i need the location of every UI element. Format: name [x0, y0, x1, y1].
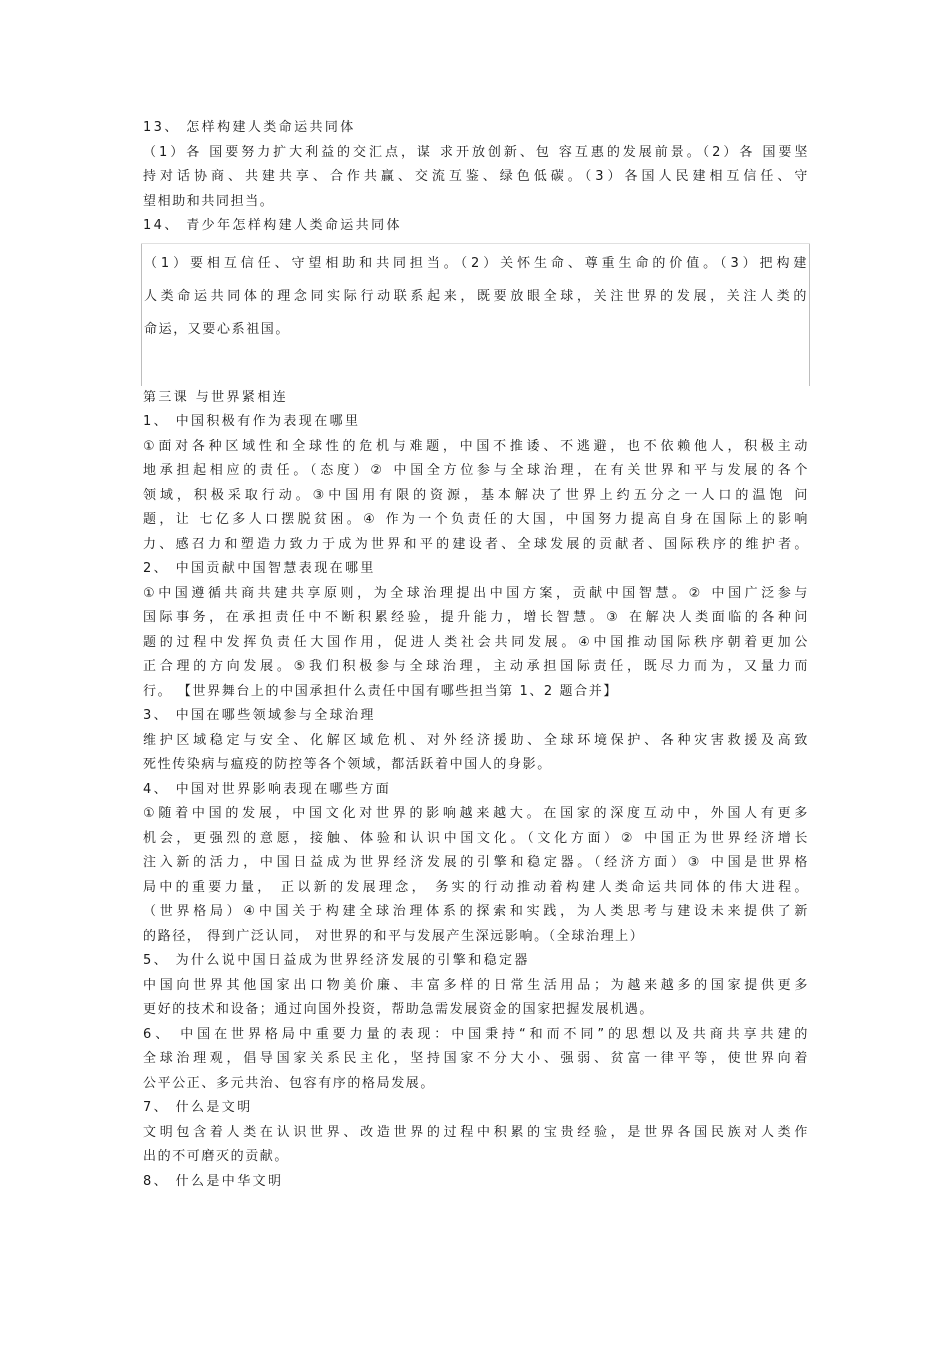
text-line: 局中的重要力量， 正以新的发展理念， 务实的行动推动着构建人类命运共同体的伟大进程。: [143, 879, 808, 895]
text-line: ①面对各种区域性和全球性的危机与难题，中国不推诿、不逃避，也不依赖他人，积极主动: [143, 438, 808, 454]
text-line: 题的过程中发挥负责任大国作用，促进人类社会共同发展。④中国推动国际秩序朝着更加公: [143, 634, 808, 650]
text-line: 的路径， 得到广泛认同， 对世界的和平与发展产生深远影响。（全球治理上）: [143, 928, 645, 944]
lesson-3-body: [143, 386, 808, 1195]
text-line: 力、感召力和塑造力致力于成为世界和平的建设者、全球发展的贡献者、国际秩序的维护者。: [143, 536, 808, 552]
text-line: ①随着中国的发展，中国文化对世界的影响越来越大。在国家的深度互动中，外国人有更多: [143, 806, 808, 821]
text-line: 出的不可磨灭的贡献。: [143, 1149, 290, 1164]
text-line: 注入新的活力，中国日益成为世界经济发展的引擎和稳定器。（经济方面）③ 中国是世界格: [143, 855, 808, 870]
section-heading: 第三课 与世界紧相连: [143, 389, 289, 405]
text-line: 6、 中国在世界格局中重要力量的表现：中国秉持“和而不同”的思想以及共商共享共建的: [143, 1026, 808, 1042]
text-line: 望相助和共同担当。: [143, 193, 275, 209]
section-heading: 8、 什么是中华文明: [143, 1173, 284, 1189]
text-line: 全球治理观，倡导国家关系民主化，坚持国家不分大小、强弱、贫富一律平等，使世界向着: [143, 1051, 808, 1066]
text-line: 文明包含着人类在认识世界、改造世界的过程中积累的宝贵经验，是世界各国民族对人类作: [143, 1124, 808, 1140]
section-13-14: [143, 116, 808, 239]
boxed-line: 命运，又要心系祖国。: [144, 321, 291, 337]
section-heading: 5、 为什么说中国日益成为世界经济发展的引擎和稳定器: [143, 953, 530, 968]
section-heading: 1、 中国积极有作为表现在哪里: [143, 414, 361, 429]
box-top-rule: [141, 243, 810, 244]
boxed-answer-14: [141, 243, 810, 386]
text-line: 更好的技术和设备；通过向国外投资，帮助急需发展资金的国家把握发展机遇。: [143, 1002, 655, 1017]
section-heading: 3、 中国在哪些领域参与全球治理: [143, 708, 376, 723]
text-line: （1）各 国要努力扩大利益的交汇点，谋 求开放创新、包 容互惠的发展前景。（2）各 国要坚: [143, 144, 808, 160]
text-line: （世界格局）④中国关于构建全球治理体系的探索和实践，为人类思考与建设未来提供了新: [143, 904, 808, 919]
text-line: 死性传染病与瘟疫的防控等各个领域，都活跃着中国人的身影。: [143, 757, 552, 772]
text-line: ①中国遵循共商共建共享原则，为全球治理提出中国方案，贡献中国智慧。② 中国广泛参与: [143, 585, 808, 601]
text-line: 中国向世界其他国家出口物美价廉、丰富多样的日常生活用品；为越来越多的国家提供更多: [143, 977, 808, 993]
heading-13: 13、 怎样构建人类命运共同体: [143, 120, 356, 135]
boxed-line: 人类命运共同体的理念同实际行动联系起来，既要放眼全球，关注世界的发展，关注人类的: [144, 288, 807, 304]
text-line: 行。 【世界舞台上的中国承担什么责任中国有哪些担当第 1、2 题合并】: [143, 683, 618, 699]
text-line: 机会，更强烈的意愿，接触、体验和认识中国文化。（文化方面）② 中国正为世界经济增长: [143, 830, 808, 846]
section-heading: 2、 中国贡献中国智慧表现在哪里: [143, 561, 376, 576]
boxed-line: （1）要相互信任、守望相助和共同担当。（2）关怀生命、尊重生命的价值。（3）把构建: [144, 255, 807, 271]
text-line: 持对话协商、共建共享、合作共赢、交流互鉴、绿色低碳。（3）各国人民建相互信任、守: [143, 169, 808, 184]
document-page: [143, 116, 808, 1194]
text-line: 地承担起相应的责任。（态度）② 中国全方位参与全球治理，在有关世界和平与发展的各个: [143, 463, 808, 478]
text-line: 国际事务，在承担责任中不断积累经验，提升能力，增长智慧。③ 在解决人类面临的各种问: [143, 610, 808, 625]
box-blank-area: [144, 346, 807, 386]
section-heading: 4、 中国对世界影响表现在哪些方面: [143, 781, 392, 797]
text-line: 领域，积极采取行动。③中国用有限的资源，基本解决了世界上约五分之一人口的温饱 问: [143, 487, 808, 503]
section-heading: 7、 什么是文明: [143, 1100, 253, 1115]
text-line: 正合理的方向发展。⑤我们积极参与全球治理，主动承担国际责任，既尽力而为，又量力而: [143, 659, 808, 674]
text-line: 题，让 七亿多人口摆脱贫困。④ 作为一个负责任的大国，中国努力提高自身在国际上的影响: [143, 512, 808, 527]
text-line: 公平公正、多元共治、包容有序的格局发展。: [143, 1075, 436, 1091]
text-line: 维护区域稳定与安全、化解区域危机、对外经济援助、全球环境保护、各种灾害救援及高致: [143, 732, 808, 748]
heading-14: 14、 青少年怎样构建人类命运共同体: [143, 218, 402, 233]
